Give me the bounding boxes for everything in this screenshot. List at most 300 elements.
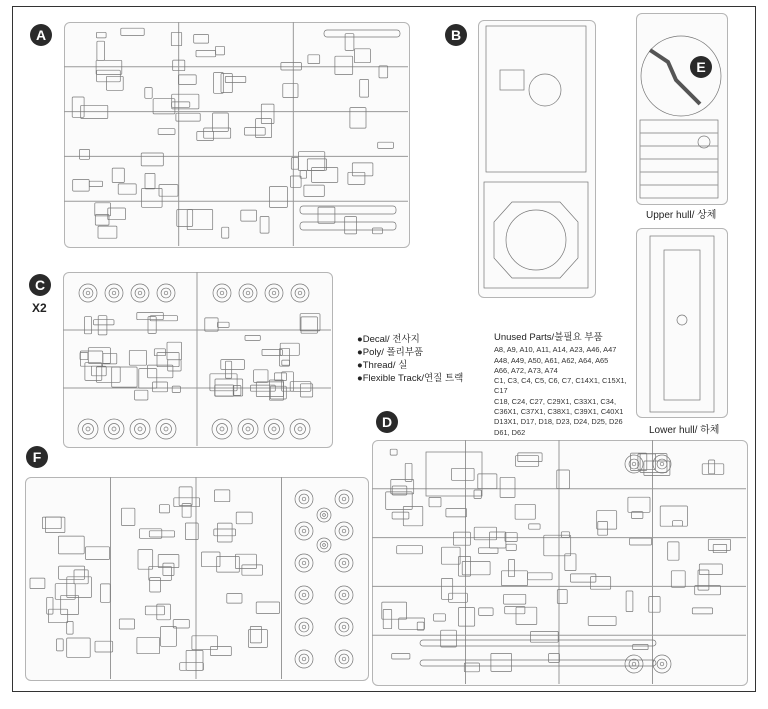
small-part — [225, 76, 246, 82]
idler-wheel — [299, 494, 309, 504]
small-part — [692, 608, 712, 614]
small-part — [80, 352, 88, 359]
road-wheel — [131, 284, 149, 302]
small-part — [491, 653, 512, 671]
idler-wheel — [299, 654, 309, 664]
sprue-b-badge: B — [445, 24, 467, 46]
small-part — [565, 554, 576, 571]
small-part — [227, 594, 242, 604]
hull-plate — [484, 182, 588, 288]
road-wheel — [264, 419, 284, 439]
small-part — [67, 577, 92, 598]
small-part — [217, 322, 229, 327]
small-part — [345, 34, 354, 51]
sprue-f-badge: F — [26, 446, 48, 468]
small-part — [441, 630, 457, 647]
small-part — [57, 639, 64, 651]
sprocket-wheel — [320, 511, 328, 519]
idler-wheel — [342, 561, 346, 565]
unused-parts-line: C1, C3, C4, C5, C6, C7, C14X1, C15X1, C17 — [494, 376, 627, 396]
small-part — [462, 561, 490, 574]
small-part — [668, 542, 679, 560]
small-part — [96, 367, 120, 382]
small-part — [171, 32, 181, 45]
idler-wheel — [339, 590, 349, 600]
road-wheel — [105, 284, 123, 302]
road-wheel — [238, 419, 258, 439]
small-part — [119, 619, 134, 629]
small-part — [378, 142, 394, 148]
small-part — [300, 314, 320, 331]
idler-wheel — [342, 593, 346, 597]
small-part — [308, 55, 320, 64]
idler-wheel — [335, 490, 353, 508]
idler-wheel — [339, 494, 349, 504]
road-wheel — [83, 424, 94, 435]
small-part — [129, 350, 146, 365]
idler-wheel — [295, 650, 313, 668]
small-part — [549, 654, 560, 663]
small-part — [197, 132, 214, 141]
long-part — [324, 30, 400, 37]
small-part — [515, 504, 535, 519]
upper-hull-label: Upper hull/ 상체 — [646, 210, 717, 221]
sprocket-wheel — [323, 514, 326, 517]
idler-wheel — [342, 529, 346, 533]
small-part — [103, 353, 117, 364]
unused-parts-line: D61, D62 — [494, 427, 526, 437]
track-wheel — [625, 655, 643, 673]
road-wheel — [220, 291, 224, 295]
idler-wheel — [335, 650, 353, 668]
small-part — [446, 509, 467, 517]
small-part — [261, 104, 274, 124]
road-wheel — [265, 284, 283, 302]
idler-wheel — [295, 554, 313, 572]
road-wheel — [217, 424, 228, 435]
small-part — [213, 113, 229, 131]
small-part — [150, 578, 161, 592]
small-part — [80, 351, 102, 366]
sprue-c-multiplier: X2 — [32, 301, 47, 315]
road-wheel — [295, 288, 305, 298]
small-part — [505, 607, 525, 614]
idler-wheel — [342, 497, 346, 501]
road-wheel — [79, 284, 97, 302]
idler-wheel — [302, 625, 306, 629]
small-part — [118, 184, 136, 194]
small-part — [121, 28, 144, 35]
small-part — [360, 79, 369, 97]
idler-wheel — [339, 558, 349, 568]
small-part — [177, 210, 193, 227]
small-part — [354, 49, 370, 63]
unused-parts-line: A66, A72, A73, A74 — [494, 365, 558, 375]
unused-parts-line: C36X1, C37X1, C38X1, C39X1, C40X1 — [494, 407, 624, 417]
small-part — [97, 41, 105, 60]
small-part — [61, 595, 79, 614]
small-part — [172, 94, 199, 109]
road-wheel — [220, 427, 224, 431]
small-part — [282, 360, 290, 365]
small-part — [245, 335, 260, 340]
small-part — [474, 490, 481, 499]
small-part — [386, 492, 413, 510]
small-part — [236, 512, 252, 524]
small-part — [506, 544, 516, 550]
small-part — [708, 539, 730, 550]
long-part — [300, 222, 396, 230]
hull-detail — [500, 70, 524, 90]
small-part — [399, 618, 425, 629]
road-wheel — [272, 427, 276, 431]
small-part — [153, 382, 168, 392]
small-part — [571, 574, 596, 582]
extras-legend — [357, 333, 463, 385]
small-part — [112, 168, 124, 182]
legend-item-thread: ●Thread/ 실 — [357, 360, 408, 371]
small-part — [186, 650, 203, 670]
small-part — [30, 578, 45, 589]
small-part — [89, 181, 102, 186]
small-part — [112, 367, 137, 387]
long-part — [300, 206, 396, 214]
road-wheel — [243, 424, 254, 435]
track-wheel — [657, 659, 667, 669]
small-part — [633, 644, 648, 649]
small-part — [529, 524, 540, 529]
track-wheel — [632, 462, 636, 466]
small-part — [597, 511, 617, 529]
road-wheel — [104, 419, 124, 439]
small-part — [531, 631, 559, 642]
small-part — [98, 226, 117, 238]
road-wheel — [138, 427, 142, 431]
legend-item-track: ●Flexible Track/연질 트랙 — [357, 373, 464, 384]
small-part — [92, 366, 107, 376]
road-wheel — [161, 424, 172, 435]
road-wheel — [269, 424, 280, 435]
small-part — [180, 663, 204, 671]
small-part — [405, 463, 412, 481]
small-part — [47, 597, 53, 614]
small-part — [274, 373, 286, 381]
small-part — [390, 449, 397, 455]
small-part — [699, 564, 722, 575]
small-part — [452, 468, 475, 480]
idler-wheel — [299, 526, 309, 536]
small-part — [202, 552, 221, 567]
road-wheel — [161, 288, 171, 298]
idler-wheel — [302, 529, 306, 533]
small-part — [204, 128, 231, 138]
small-part — [348, 172, 365, 184]
small-part — [441, 578, 452, 599]
idler-wheel — [299, 622, 309, 632]
road-wheel — [272, 291, 276, 295]
road-wheel — [269, 288, 279, 298]
small-part — [434, 614, 446, 621]
road-wheel — [109, 424, 120, 435]
small-part — [449, 593, 468, 602]
small-part — [671, 571, 685, 588]
idler-wheel — [295, 522, 313, 540]
idler-wheel — [299, 558, 309, 568]
road-wheel — [298, 427, 302, 431]
small-part — [250, 626, 261, 643]
road-wheel — [112, 291, 116, 295]
small-part — [561, 532, 569, 538]
small-part — [216, 46, 225, 55]
small-part — [145, 88, 152, 99]
small-part — [161, 627, 177, 647]
road-wheel — [239, 284, 257, 302]
road-wheel — [157, 284, 175, 302]
small-part — [80, 149, 90, 159]
lower-hull-label: Lower hull/ 하체 — [649, 425, 720, 436]
unused-parts-line: A8, A9, A10, A11, A14, A23, A46, A47 — [494, 345, 617, 355]
road-wheel — [135, 288, 145, 298]
small-part — [205, 318, 218, 331]
small-part — [335, 56, 353, 74]
small-part — [48, 609, 67, 623]
small-part — [101, 584, 111, 602]
small-part — [453, 532, 470, 545]
small-part — [392, 654, 410, 660]
idler-wheel — [295, 586, 313, 604]
road-wheel — [138, 291, 142, 295]
small-part — [590, 577, 610, 590]
small-part — [479, 608, 493, 616]
small-part — [96, 60, 122, 74]
idler-wheel — [302, 593, 306, 597]
idler-wheel — [339, 622, 349, 632]
lower-hull-body — [650, 236, 714, 412]
small-part — [660, 506, 687, 526]
small-part — [67, 621, 73, 634]
track-wheel — [632, 662, 636, 666]
small-part — [304, 185, 324, 196]
idler-wheel — [302, 657, 306, 661]
small-part — [464, 663, 479, 672]
road-wheel — [112, 427, 116, 431]
idler-wheel — [339, 654, 349, 664]
small-part — [429, 497, 441, 506]
track-wheel — [660, 662, 664, 666]
sprue-e-badge: E — [690, 56, 712, 78]
small-part — [307, 159, 326, 170]
road-wheel — [86, 427, 90, 431]
small-part — [281, 63, 302, 71]
small-part — [241, 210, 257, 221]
small-part — [392, 512, 409, 519]
small-part — [84, 317, 91, 334]
small-part — [626, 591, 633, 612]
unused-parts-list — [494, 333, 634, 438]
turret-ring — [529, 74, 561, 106]
small-part — [221, 360, 245, 370]
small-part — [148, 317, 156, 334]
small-part — [86, 547, 110, 560]
idler-wheel — [342, 657, 346, 661]
small-part — [72, 97, 84, 117]
small-part — [137, 637, 160, 653]
sprocket-wheel — [320, 541, 328, 549]
small-part — [283, 84, 298, 98]
unused-parts-line: C18, C24, C27, C29X1, C33X1, C34, — [494, 396, 617, 406]
small-part — [179, 487, 192, 506]
small-part — [256, 602, 279, 613]
road-wheel — [291, 284, 309, 302]
small-part — [214, 73, 224, 94]
small-part — [55, 584, 75, 600]
hull-plate — [486, 26, 586, 172]
small-part — [673, 521, 683, 526]
small-part — [95, 203, 111, 216]
small-part — [59, 566, 85, 579]
sprue-a-badge: A — [30, 24, 52, 46]
idler-wheel — [299, 590, 309, 600]
sprocket-wheel — [317, 538, 331, 552]
small-part — [318, 207, 335, 223]
small-part — [145, 173, 155, 189]
idler-wheel — [295, 618, 313, 636]
idler-wheel — [342, 625, 346, 629]
small-part — [352, 163, 373, 176]
road-wheel — [156, 419, 176, 439]
small-part — [88, 348, 110, 364]
road-wheel — [109, 288, 119, 298]
small-part — [397, 546, 423, 554]
small-part — [244, 128, 265, 136]
small-part — [248, 630, 267, 648]
small-part — [58, 536, 84, 554]
road-wheel — [78, 419, 98, 439]
small-part — [210, 647, 231, 656]
sprocket-wheel — [317, 508, 331, 522]
small-part — [628, 497, 650, 512]
small-part — [442, 547, 461, 564]
small-part — [222, 227, 229, 238]
small-part — [588, 616, 616, 625]
sprue-e-disc — [641, 36, 721, 116]
road-wheel — [86, 291, 90, 295]
small-part — [45, 517, 65, 533]
small-part — [630, 538, 652, 545]
small-part — [478, 474, 497, 489]
small-part — [382, 602, 407, 619]
small-part — [85, 363, 102, 381]
long-part — [420, 660, 656, 666]
small-part — [260, 217, 269, 234]
small-part — [96, 32, 106, 38]
sprocket-wheel — [323, 544, 326, 547]
small-part — [149, 566, 172, 580]
small-part — [649, 597, 660, 613]
small-part — [218, 523, 233, 542]
small-part — [280, 348, 290, 366]
small-part — [135, 390, 148, 400]
sprue-d-badge: D — [376, 411, 398, 433]
small-part — [713, 544, 727, 552]
small-part — [67, 638, 91, 657]
track-wheel — [657, 459, 667, 469]
idler-wheel — [339, 526, 349, 536]
small-part — [242, 565, 263, 575]
unused-parts-line: D13X1, D17, D18, D23, D24, D25, D26 — [494, 417, 623, 427]
road-wheel — [135, 424, 146, 435]
turret-ring — [506, 210, 566, 270]
road-wheel — [290, 419, 310, 439]
small-part — [141, 153, 163, 166]
small-part — [504, 594, 526, 604]
unused-parts-title: Unused Parts/불필요 부품 — [494, 332, 603, 343]
road-wheel — [243, 288, 253, 298]
small-part — [176, 113, 200, 121]
road-wheel — [246, 291, 250, 295]
track-wheel — [660, 462, 664, 466]
small-part — [196, 50, 216, 56]
idler-wheel — [335, 618, 353, 636]
road-wheel — [246, 427, 250, 431]
unused-parts-line: A48, A49, A50, A61, A62, A64, A65 — [494, 355, 609, 365]
road-wheel — [83, 288, 93, 298]
hull-panel — [426, 452, 482, 496]
small-part — [373, 228, 383, 234]
small-part — [254, 370, 268, 383]
idler-wheel — [302, 497, 306, 501]
small-part — [598, 521, 608, 535]
road-wheel — [298, 291, 302, 295]
idler-wheel — [295, 490, 313, 508]
small-part — [379, 66, 388, 78]
legend-item-decal: ●Decal/ 전사지 — [357, 334, 420, 345]
small-part — [159, 505, 169, 513]
road-wheel — [213, 284, 231, 302]
small-part — [145, 606, 164, 615]
small-part — [163, 563, 174, 575]
sprue-c-badge: C — [29, 274, 51, 296]
small-part — [290, 176, 301, 187]
small-part — [172, 102, 190, 107]
small-part — [106, 76, 123, 90]
small-part — [73, 180, 90, 192]
idler-wheel — [335, 522, 353, 540]
small-part — [500, 477, 515, 497]
small-part — [178, 75, 196, 85]
small-part — [709, 460, 715, 474]
road-wheel — [164, 291, 168, 295]
small-part — [269, 187, 287, 208]
road-wheel — [295, 424, 306, 435]
small-part — [98, 316, 107, 335]
road-wheel — [164, 427, 168, 431]
small-part — [158, 555, 179, 568]
idler-wheel — [335, 586, 353, 604]
small-part — [172, 386, 180, 392]
small-part — [350, 108, 366, 129]
hull-detail — [677, 315, 687, 325]
track-wheel — [629, 659, 639, 669]
small-part — [516, 456, 539, 467]
small-part — [544, 535, 571, 556]
small-part — [158, 129, 175, 135]
road-wheel — [217, 288, 227, 298]
road-wheel — [130, 419, 150, 439]
idler-wheel — [335, 554, 353, 572]
small-part — [345, 217, 357, 234]
long-part — [420, 640, 656, 646]
